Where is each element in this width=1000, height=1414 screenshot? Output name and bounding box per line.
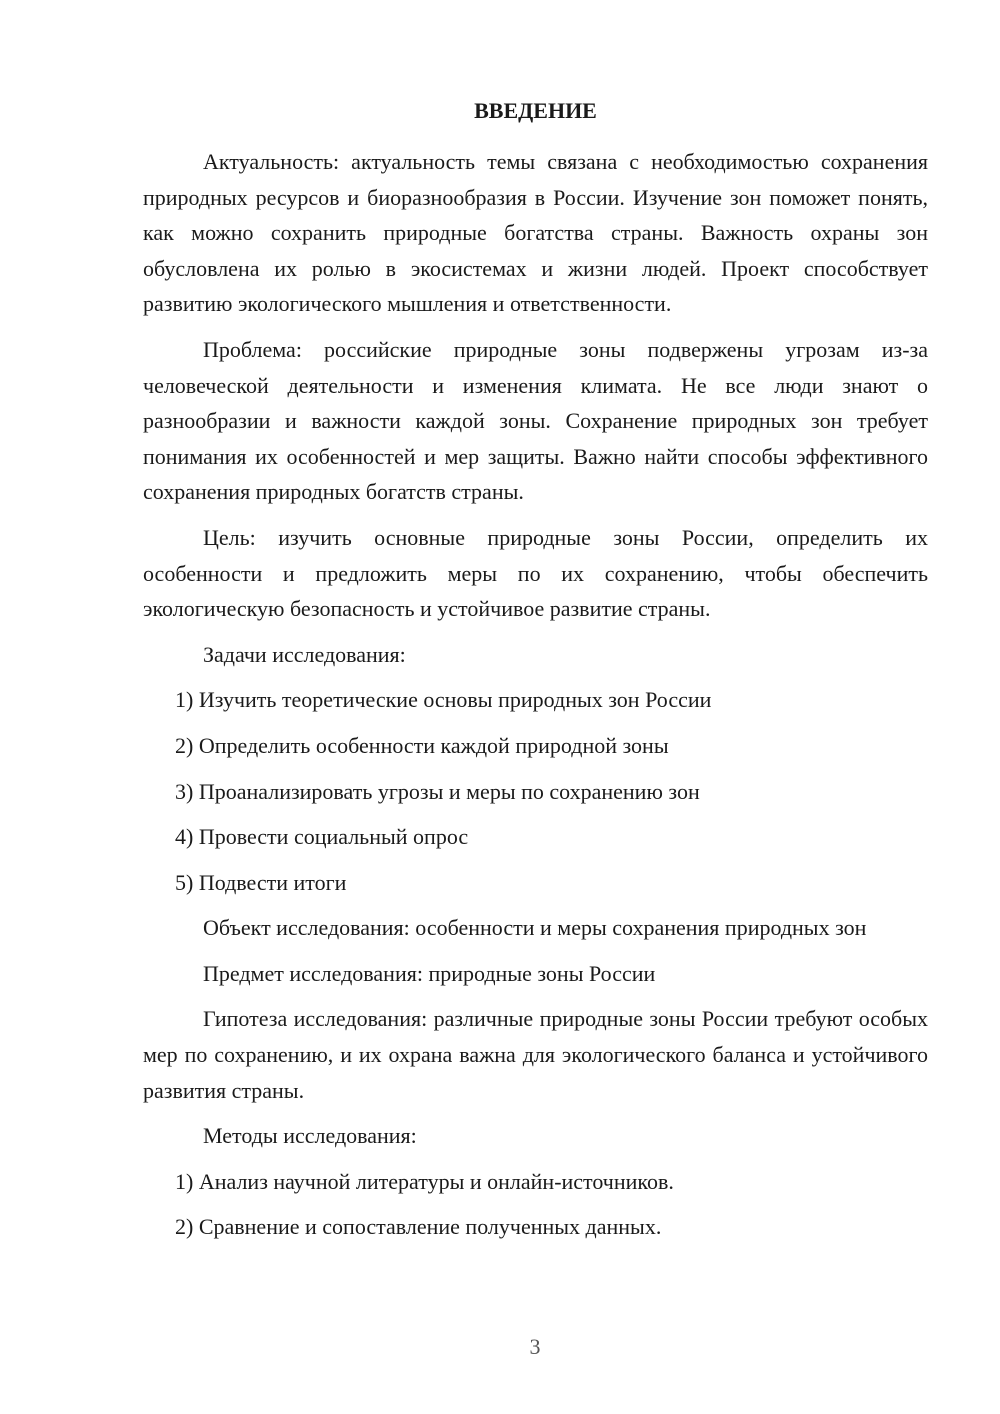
object-paragraph: Объект исследования: особенности и меры сохранения природных зон [203, 915, 867, 941]
list-item: 2) Сравнение и сопоставление полученных данных. [175, 1214, 662, 1240]
page-number: 3 [529, 1334, 541, 1359]
tasks-heading: Задачи исследования: [203, 641, 406, 667]
list-item: 5) Подвести итоги [175, 869, 347, 895]
list-item: 1) Изучить теоретические основы природных зон России [175, 687, 712, 713]
list-item: 3) Проанализировать угрозы и меры по сохранению зон [175, 778, 700, 804]
document-page [143, 96, 928, 1255]
problem-paragraph: Проблема: российские природные зоны подвержены угрозам из-за человеческой деятельности и изменения климата. Не все люди знают о разнообразии и важности каждой зоны. Сохранение природных зон требует понимания их особенностей и мер защиты. Важно найти способы эффективного сохранения природных богатств страны. [143, 336, 928, 505]
list-item: 1) Анализ научной литературы и онлайн-источников. [175, 1168, 674, 1194]
hypothesis-paragraph: Гипотеза исследования: различные природные зоны России требуют особых мер по сохранению, и их охрана важна для экологического баланса и устойчивого развития страны. [143, 1006, 928, 1103]
relevance-paragraph: Актуальность: актуальность темы связана с необходимостью сохранения природных ресурсов и биоразнообразия в России. Изучение зон поможет понять, как можно сохранить природные богатства страны. Важность охраны зон обусловлена их ролью в экосистемах и жизни людей. Проект способствует развитию экологического мышления и ответственности. [143, 149, 928, 317]
page-title: ВВЕДЕНИЕ [474, 98, 597, 123]
subject-paragraph: Предмет исследования: природные зоны России [203, 960, 656, 986]
methods-list [143, 1164, 928, 1245]
methods-heading: Методы исследования: [203, 1123, 417, 1149]
goal-paragraph: Цель: изучить основные природные зоны России, определить их особенности и предложить меры по их сохранению, чтобы обеспечить экологическую безопасность и устойчивое развитие страны. [143, 524, 928, 622]
list-item: 4) Провести социальный опрос [175, 824, 469, 850]
list-item: 2) Определить особенности каждой природной зоны [175, 732, 669, 758]
tasks-list [143, 682, 928, 900]
